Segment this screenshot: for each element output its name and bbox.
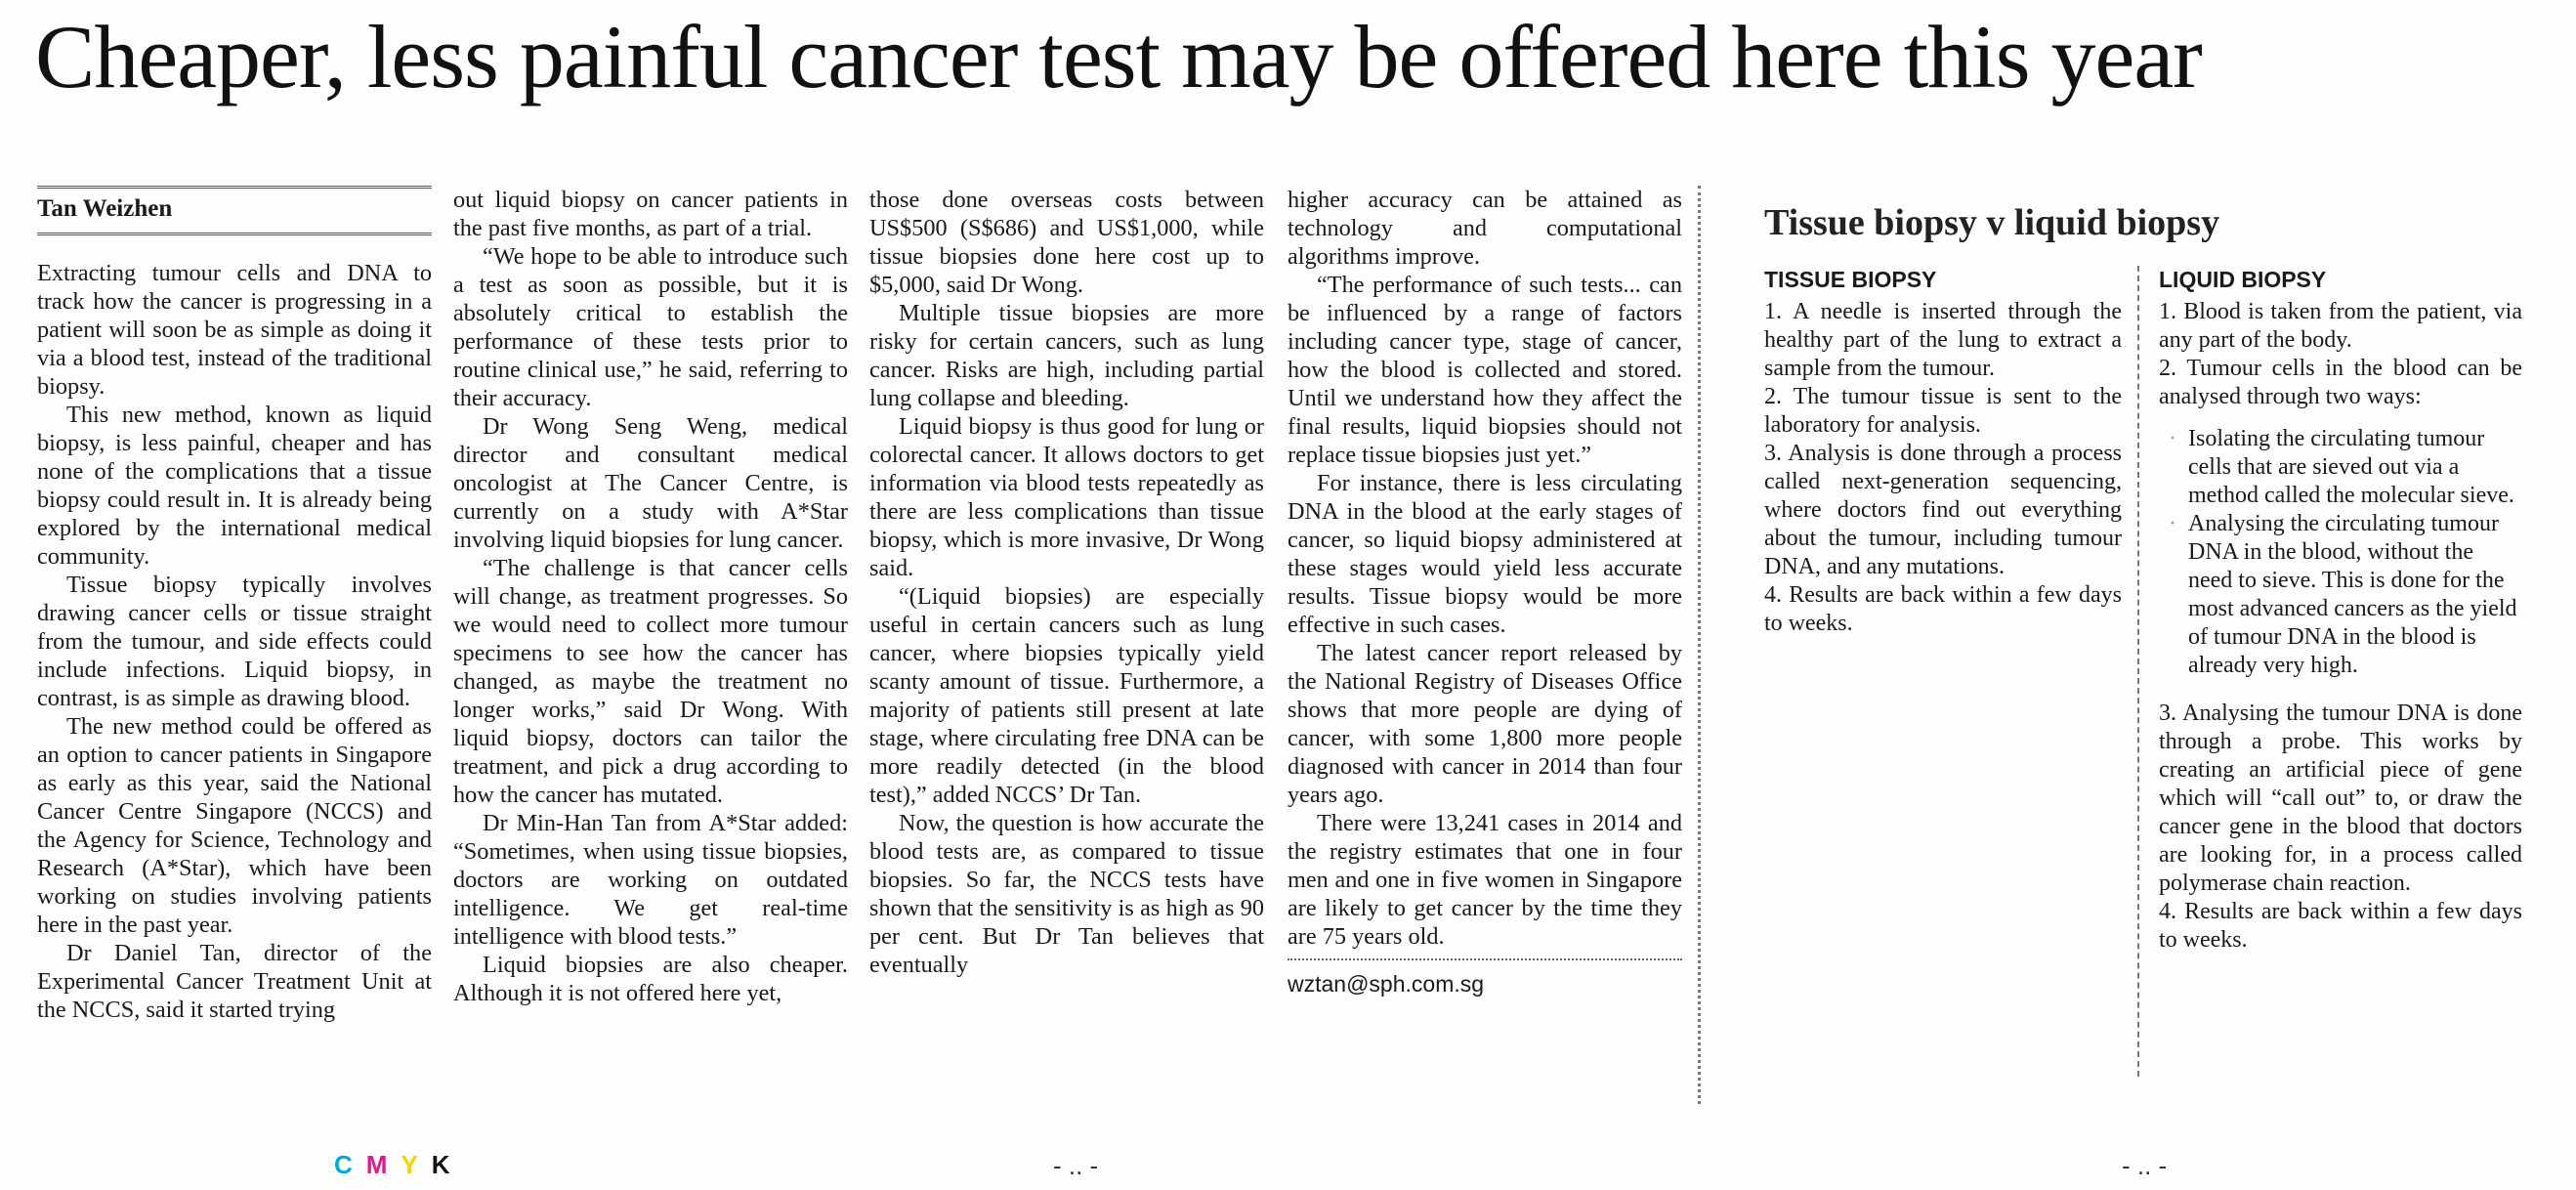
cmyk-y: Y xyxy=(401,1150,432,1179)
tissue-step: 4. Results are back within a few days to weeks. xyxy=(1764,582,2122,636)
liquid-step: 3. Analysing the tumour DNA is done through a probe. This works by creating an artificial piece of gene which will “call out” to, or draw the cancer gene in the blood that doctors are looking for, in a process called polymerase chain reaction. xyxy=(2159,701,2522,896)
cmyk-k: K xyxy=(431,1150,464,1179)
article-column-3 xyxy=(869,186,1264,979)
tissue-step: 2. The tumour tissue is sent to the laboratory for analysis. xyxy=(1764,384,2122,438)
liquid-step: 4. Results are back within a few days to weeks. xyxy=(2159,899,2522,953)
paragraph: “(Liquid biopsies) are especially useful in certain cancers such as lung cancer, where biopsies typically yield scanty amount of tissue. Furthermore, a majority of patients still present at late stage, where circulating free DNA can be more readily detected (in the blood test),” added NCCS’ Dr Tan. xyxy=(869,583,1264,808)
article-column-2 xyxy=(453,186,848,1007)
liquid-step: 1. Blood is taken from the patient, via any part of the body. xyxy=(2159,299,2522,353)
liquid-step: 2. Tumour cells in the blood can be analysed through two ways: xyxy=(2159,356,2522,409)
paragraph: There were 13,241 cases in 2014 and the registry estimates that one in four men and one in five women in Singapore are likely to get cancer by the time they are 75 years old. xyxy=(1288,810,1682,950)
paragraph: The new method could be offered as an option to cancer patients in Singapore as early as this year, said the National Cancer Centre Singapore (NCCS) and the Agency for Science, Technology and Research (A*Star), which have been working on studies involving patients here in the past year. xyxy=(37,713,432,938)
paragraph: This new method, known as liquid biopsy, is less painful, cheaper and has none of the complications that a tissue biopsy could result in. It is already being explored by the international medical community. xyxy=(37,402,432,570)
sidebar-divider xyxy=(2137,266,2139,1077)
cmyk-m: M xyxy=(365,1150,401,1179)
paragraph: “We hope to be able to introduce such a test as soon as possible, but it is absolutely critical to establish the performance of these tests prior to routine clinical use,” he said, referring to their accuracy. xyxy=(453,243,848,411)
paragraph: Dr Wong Seng Weng, medical director and consultant medical oncologist at The Cancer Centre, is currently on a study with A*Star involving liquid biopsies for lung cancer. xyxy=(453,413,848,553)
paragraph: Extracting tumour cells and DNA to track how the cancer is progressing in a patient will soon be as simple as doing it via a blood test, instead of the traditional biopsy. xyxy=(37,260,432,400)
register-mark: - .. - xyxy=(2122,1151,2168,1180)
cmyk-c: C xyxy=(334,1150,366,1179)
liquid-bullet: · Analysing the circulating tumour DNA in the blood, without the need to sieve. This is done for the most advanced cancers as the yield of tumour DNA in the blood is already very high. xyxy=(2188,510,2522,680)
paragraph: Dr Min-Han Tan from A*Star added: “Sometimes, when using tissue biopsies, doctors are working on outdated intelligence. We get real-time intelligence with blood tests.” xyxy=(453,810,848,950)
column-divider xyxy=(1698,186,1701,1104)
tissue-step: 1. A needle is inserted through the healthy part of the lung to extract a sample from the tumour. xyxy=(1764,299,2122,381)
tissue-biopsy-heading: TISSUE BIOPSY xyxy=(1764,267,1937,292)
paragraph: Dr Daniel Tan, director of the Experimental Cancer Treatment Unit at the NCCS, said it started trying xyxy=(37,940,432,1023)
liquid-bullet: · Isolating the circulating tumour cells that are sieved out via a method called the molecular sieve. xyxy=(2188,425,2522,510)
cmyk-registration xyxy=(334,1150,464,1180)
paragraph: those done overseas costs between US$500 (S$686) and US$1,000, while tissue biopsies done here cost up to $5,000, said Dr Wong. xyxy=(869,187,1264,298)
paragraph: Liquid biopsies are also cheaper. Although it is not offered here yet, xyxy=(453,952,848,1006)
paragraph: out liquid biopsy on cancer patients in the past five months, as part of a trial. xyxy=(453,187,848,241)
paragraph: The latest cancer report released by the National Registry of Diseases Office shows that more people are dying of cancer, with some 1,800 more people diagnosed with cancer in 2014 than four years ago. xyxy=(1288,640,1682,808)
paragraph: higher accuracy can be attained as technology and computational algorithms improve. xyxy=(1288,187,1682,270)
paragraph: Now, the question is how accurate the blood tests are, as compared to tissue biopsies. So far, the NCCS tests have shown that the sensitivity is as high as 90 per cent. But Dr Tan believes that eventually xyxy=(869,810,1264,978)
tissue-biopsy-box xyxy=(1764,266,2122,638)
article-footer xyxy=(1288,958,1682,999)
paragraph: Tissue biopsy typically involves drawing cancer cells or tissue straight from the tumour, and side effects could include infections. Liquid biopsy, in contrast, is as simple as drawing blood. xyxy=(37,572,432,711)
byline: Tan Weizhen xyxy=(37,186,432,235)
article-column-4 xyxy=(1288,186,1682,999)
headline: Cheaper, less painful cancer test may be offered here this year xyxy=(35,7,2202,106)
paragraph: Liquid biopsy is thus good for lung or colorectal cancer. It allows doctors to get information via blood tests repeatedly as there are less complications than tissue biopsy, which is more invasive, Dr Wong said. xyxy=(869,413,1264,581)
author-email[interactable]: wztan@sph.com.sg xyxy=(1288,971,1485,997)
article-column-1 xyxy=(37,186,432,1024)
paragraph: “The performance of such tests... can be influenced by a range of factors including cancer type, stage of cancer, how the blood is collected and stored. Until we understand how they affect the final results, liquid biopsies should not replace tissue biopsies just yet.” xyxy=(1288,272,1682,468)
paragraph: For instance, there is less circulating DNA in the blood at the early stages of cancer, so liquid biopsy administered at these stages would yield less accurate results. Tissue biopsy would be more effective in such cases. xyxy=(1288,470,1682,638)
tissue-step: 3. Analysis is done through a process called next-generation sequencing, where doctors find out everything about the tumour, including tumour DNA, and any mutations. xyxy=(1764,441,2122,579)
liquid-biopsy-heading: LIQUID BIOPSY xyxy=(2159,267,2327,292)
sidebar-title: Tissue biopsy v liquid biopsy xyxy=(1764,202,2220,243)
liquid-bullets xyxy=(2159,425,2522,680)
paragraph: “The challenge is that cancer cells will change, as treatment progresses. So we would need to collect more tumour specimens to see how the cancer has changed, as maybe the treatment no longer works,” said Dr Wong. With liquid biopsy, doctors can tailor the treatment, and pick a drug according to how the cancer has mutated. xyxy=(453,555,848,808)
paragraph: Multiple tissue biopsies are more risky for certain cancers, such as lung cancer. Risks are high, including partial lung collapse and bleeding. xyxy=(869,300,1264,411)
register-mark: - .. - xyxy=(1053,1151,1099,1180)
liquid-biopsy-box xyxy=(2159,266,2522,955)
